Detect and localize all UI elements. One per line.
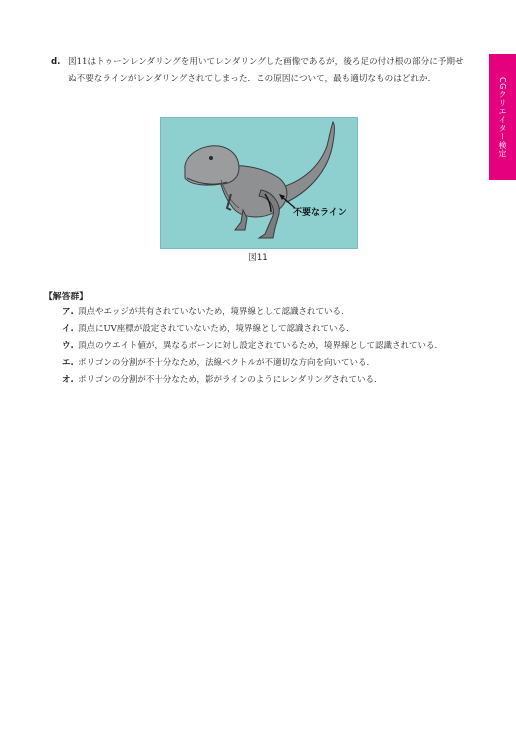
answer-text: ポリゴンの分割が不十分なため，影がラインのようにレンダリングされている. xyxy=(78,375,377,385)
answer-option-e xyxy=(62,355,472,372)
dinosaur-illustration xyxy=(161,118,357,248)
answer-key: ア. xyxy=(62,307,74,317)
answer-key: オ. xyxy=(62,375,74,385)
figure-image xyxy=(160,117,358,249)
answer-option-a xyxy=(62,304,472,321)
answer-list xyxy=(62,304,472,389)
answer-text: ポリゴンの分割が不十分なため，法線ベクトルが不適切な方向を向いている. xyxy=(78,358,370,368)
answer-text: 頂点やエッジが共有されていないため，境界線として認識されている. xyxy=(78,307,344,317)
answer-key: イ. xyxy=(62,324,74,334)
figure-caption: 図11 xyxy=(248,253,268,263)
answer-text: 頂点のウエイト値が，異なるボーンに対し設定されているため，境界線として認識されている. xyxy=(78,341,438,351)
answers-heading: 【解答群】 xyxy=(44,292,88,302)
answer-option-u xyxy=(62,338,472,355)
question-letter: d. xyxy=(51,57,61,67)
question-text: 図11はトゥーンレンダリングを用いてレンダリングした画像であるが，後ろ足の付け根の部分に予期せぬ不要なラインがレンダリングされてしまった．この原因について，最も適切なものはどれか. xyxy=(68,57,464,84)
figure-annotation: 不要なライン xyxy=(293,207,347,217)
answer-key: エ. xyxy=(62,358,74,368)
side-tab-label: CGクリエイター検定 xyxy=(498,76,507,158)
answer-option-o xyxy=(62,372,472,389)
side-tab xyxy=(489,54,516,180)
answer-option-i xyxy=(62,321,472,338)
answer-key: ウ. xyxy=(62,341,74,351)
answer-text: 頂点にUV座標が設定されていないため，境界線として認識されている. xyxy=(78,324,349,334)
question xyxy=(51,54,472,88)
